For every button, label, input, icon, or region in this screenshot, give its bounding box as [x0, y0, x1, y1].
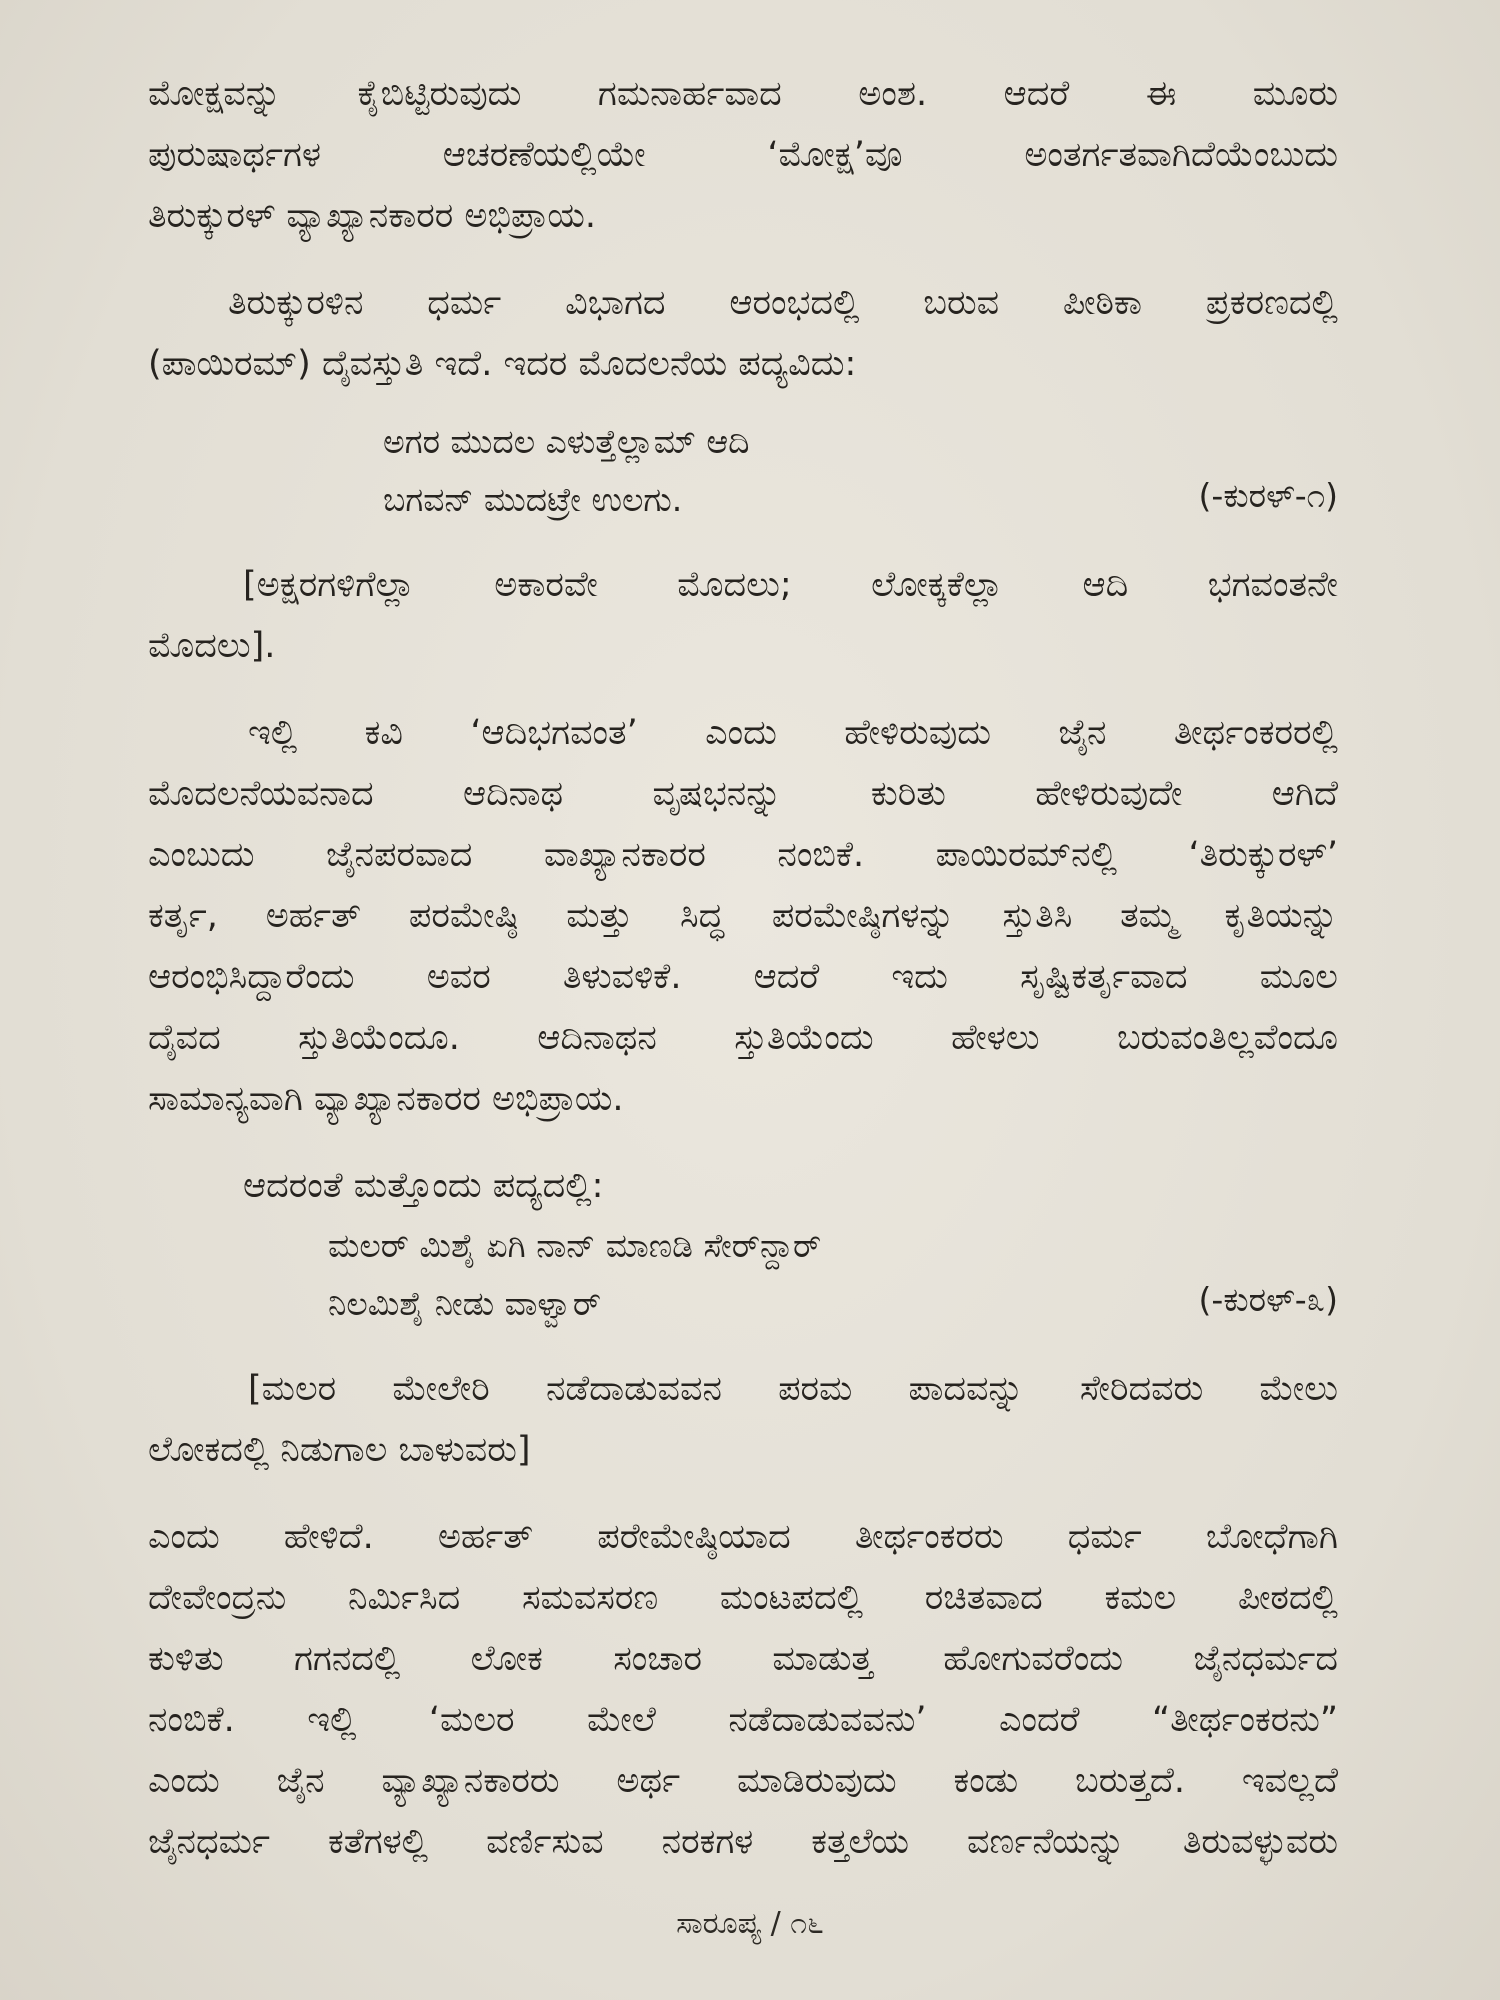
text-line: ಆದರಂತೆ ಮತ್ತೊಂದು ಪದ್ಯದಲ್ಲಿ:: [243, 1166, 604, 1206]
page-body: [148, 64, 1338, 1899]
paragraph-6-translation: [148, 1359, 1338, 1481]
text-line: ಇಲ್ಲಿ ಕವಿ ‘ಆದಿಭಗವಂತ’ ಎಂದು ಹೇಳಿರುವುದು ಜೈನ ತೀರ್ಥಂಕರರಲ್ಲಿ: [248, 713, 1338, 753]
verse-reference: (-ಕುರಳ್-೩): [1198, 1280, 1338, 1319]
text-line: ಕುಳಿತು ಗಗನದಲ್ಲಿ ಲೋಕ ಸಂಚಾರ ಮಾಡುತ್ತ ಹೋಗುವರೆಂದು ಜೈನಧರ್ಮದ: [148, 1639, 1338, 1679]
text-line: ಸಾಮಾನ್ಯವಾಗಿ ವ್ಯಾಖ್ಯಾನಕಾರರ ಅಭಿಪ್ರಾಯ.: [148, 1079, 624, 1119]
text-line: ಆರಂಭಿಸಿದ್ದಾರೆಂದು ಅವರ ತಿಳುವಳಿಕೆ. ಆದರೆ ಇದು ಸೃಷ್ಟಿಕರ್ತೃವಾದ ಮೂಲ: [148, 957, 1338, 997]
text-line: ತಿರುಕ್ಕುರಳಿನ ಧರ್ಮ ವಿಭಾಗದ ಆರಂಭದಲ್ಲಿ ಬರುವ ಪೀಠಿಕಾ ಪ್ರಕರಣದಲ್ಲಿ: [228, 283, 1338, 323]
text-line: ಜೈನಧರ್ಮ ಕತೆಗಳಲ್ಲಿ ವರ್ಣಿಸುವ ನರಕಗಳ ಕತ್ತಲೆಯ ವರ್ಣನೆಯನ್ನು ತಿರುವಳ್ಳುವರು: [148, 1822, 1338, 1862]
verse-line: ಬಗವನ್ ಮುದಟ್ರೇ ಉಲಗು.: [383, 480, 683, 519]
text-line: ದೇವೇಂದ್ರನು ನಿರ್ಮಿಸಿದ ಸಮವಸರಣ ಮಂಟಪದಲ್ಲಿ ರಚಿತವಾದ ಕಮಲ ಪೀಠದಲ್ಲಿ: [148, 1578, 1338, 1618]
paragraph-7: [148, 1507, 1338, 1873]
text-line: ಪುರುಷಾರ್ಥಗಳ ಆಚರಣೆಯಲ್ಲಿಯೇ ‘ಮೋಕ್ಷ’ವೂ ಅಂತರ್ಗತವಾಗಿದೆಯೆಂಬುದು: [148, 135, 1338, 175]
paragraph-5: [148, 1156, 1338, 1217]
paragraph-3-translation: [148, 555, 1338, 677]
text-line: ಲೋಕದಲ್ಲಿ ನಿಡುಗಾಲ ಬಾಳುವರು]: [148, 1430, 531, 1470]
paragraph-4: [148, 703, 1338, 1130]
text-line: (ಪಾಯಿರಮ್) ದೈವಸ್ತುತಿ ಇದೆ. ಇದರ ಮೊದಲನೆಯ ಪದ್ಯವಿದು:: [148, 344, 857, 384]
verse-reference: (-ಕುರಳ್-೧): [1198, 476, 1338, 515]
text-line: ಕರ್ತೃ, ಅರ್ಹತ್ ಪರಮೇಷ್ಠಿ ಮತ್ತು ಸಿದ್ಧ ಪರಮೇಷ್ಠಿಗಳನ್ನು ಸ್ತುತಿಸಿ ತಮ್ಮ ಕೃತಿಯನ್ನು: [148, 896, 1338, 936]
page-footer: ಸಾರೂಪ್ಯ / ೧೬: [676, 1906, 824, 1941]
verse-line: ಮಲರ್ ಮಿಶೈ ಏಗಿ ನಾನ್ ಮಾಣಡಿ ಸೇರ್‌ನ್ದಾರ್: [328, 1226, 822, 1265]
text-line: ಎಂದು ಹೇಳಿದೆ. ಅರ್ಹತ್ ಪರೇಮೇಷ್ಠಿಯಾದ ತೀರ್ಥಂಕರರು ಧರ್ಮ ಬೋಧೆಗಾಗಿ: [148, 1517, 1338, 1557]
text-line: ಮೊದಲನೆಯವನಾದ ಆದಿನಾಥ ವೃಷಭನನ್ನು ಕುರಿತು ಹೇಳಿರುವುದೇ ಆಗಿದೆ: [148, 774, 1338, 814]
verse-line: ನಿಲಮಿಶೈ ನೀಡು ವಾಳ್ವಾರ್: [328, 1284, 602, 1323]
text-line: [ಅಕ್ಷರಗಳಿಗೆಲ್ಲಾ ಅಕಾರವೇ ಮೊದಲು; ಲೋಕ್ಕಕೆಲ್ಲಾ ಆದಿ ಭಗವಂತನೇ: [243, 565, 1338, 605]
text-line: ಮೊದಲು].: [148, 626, 276, 666]
text-line: ಎಂದು ಜೈನ ವ್ಯಾಖ್ಯಾನಕಾರರು ಅರ್ಥ ಮಾಡಿರುವುದು ಕಂಡು ಬರುತ್ತದೆ. ಇವಲ್ಲದೆ: [148, 1761, 1338, 1801]
text-line: ಮೋಕ್ಷವನ್ನು ಕೈಬಿಟ್ಟಿರುವುದು ಗಮನಾರ್ಹವಾದ ಅಂಶ. ಆದರೆ ಈ ಮೂರು: [148, 74, 1338, 114]
paragraph-1: [148, 64, 1338, 247]
paragraph-2: [148, 273, 1338, 395]
text-line: [ಮಲರ ಮೇಲೇರಿ ನಡೆದಾಡುವವನ ಪರಮ ಪಾದವನ್ನು ಸೇರಿದವರು ಮೇಲು: [248, 1369, 1338, 1409]
verse-kural-3: [148, 1217, 1338, 1333]
verse-kural-1: [148, 413, 1338, 529]
verse-line: ಅಗರ ಮುದಲ ಎಳುತ್ತೆಲ್ಲಾಮ್ ಆದಿ: [383, 422, 750, 461]
text-line: ನಂಬಿಕೆ. ಇಲ್ಲಿ ‘ಮಲರ ಮೇಲೆ ನಡೆದಾಡುವವನು’ ಎಂದರೆ “ತೀರ್ಥಂಕರನು”: [148, 1700, 1338, 1740]
text-line: ತಿರುಕ್ಕುರಳ್ ವ್ಯಾಖ್ಯಾನಕಾರರ ಅಭಿಪ್ರಾಯ.: [148, 196, 596, 236]
text-line: ದೈವದ ಸ್ತುತಿಯೆಂದೂ. ಆದಿನಾಥನ ಸ್ತುತಿಯೆಂದು ಹೇಳಲು ಬರುವಂತಿಲ್ಲವೆಂದೂ: [148, 1018, 1338, 1058]
text-line: ಎಂಬುದು ಜೈನಪರವಾದ ವಾಖ್ಯಾನಕಾರರ ನಂಬಿಕೆ. ಪಾಯಿರಮ್‌ನಲ್ಲಿ ‘ತಿರುಕ್ಕುರಳ್’: [148, 835, 1338, 875]
